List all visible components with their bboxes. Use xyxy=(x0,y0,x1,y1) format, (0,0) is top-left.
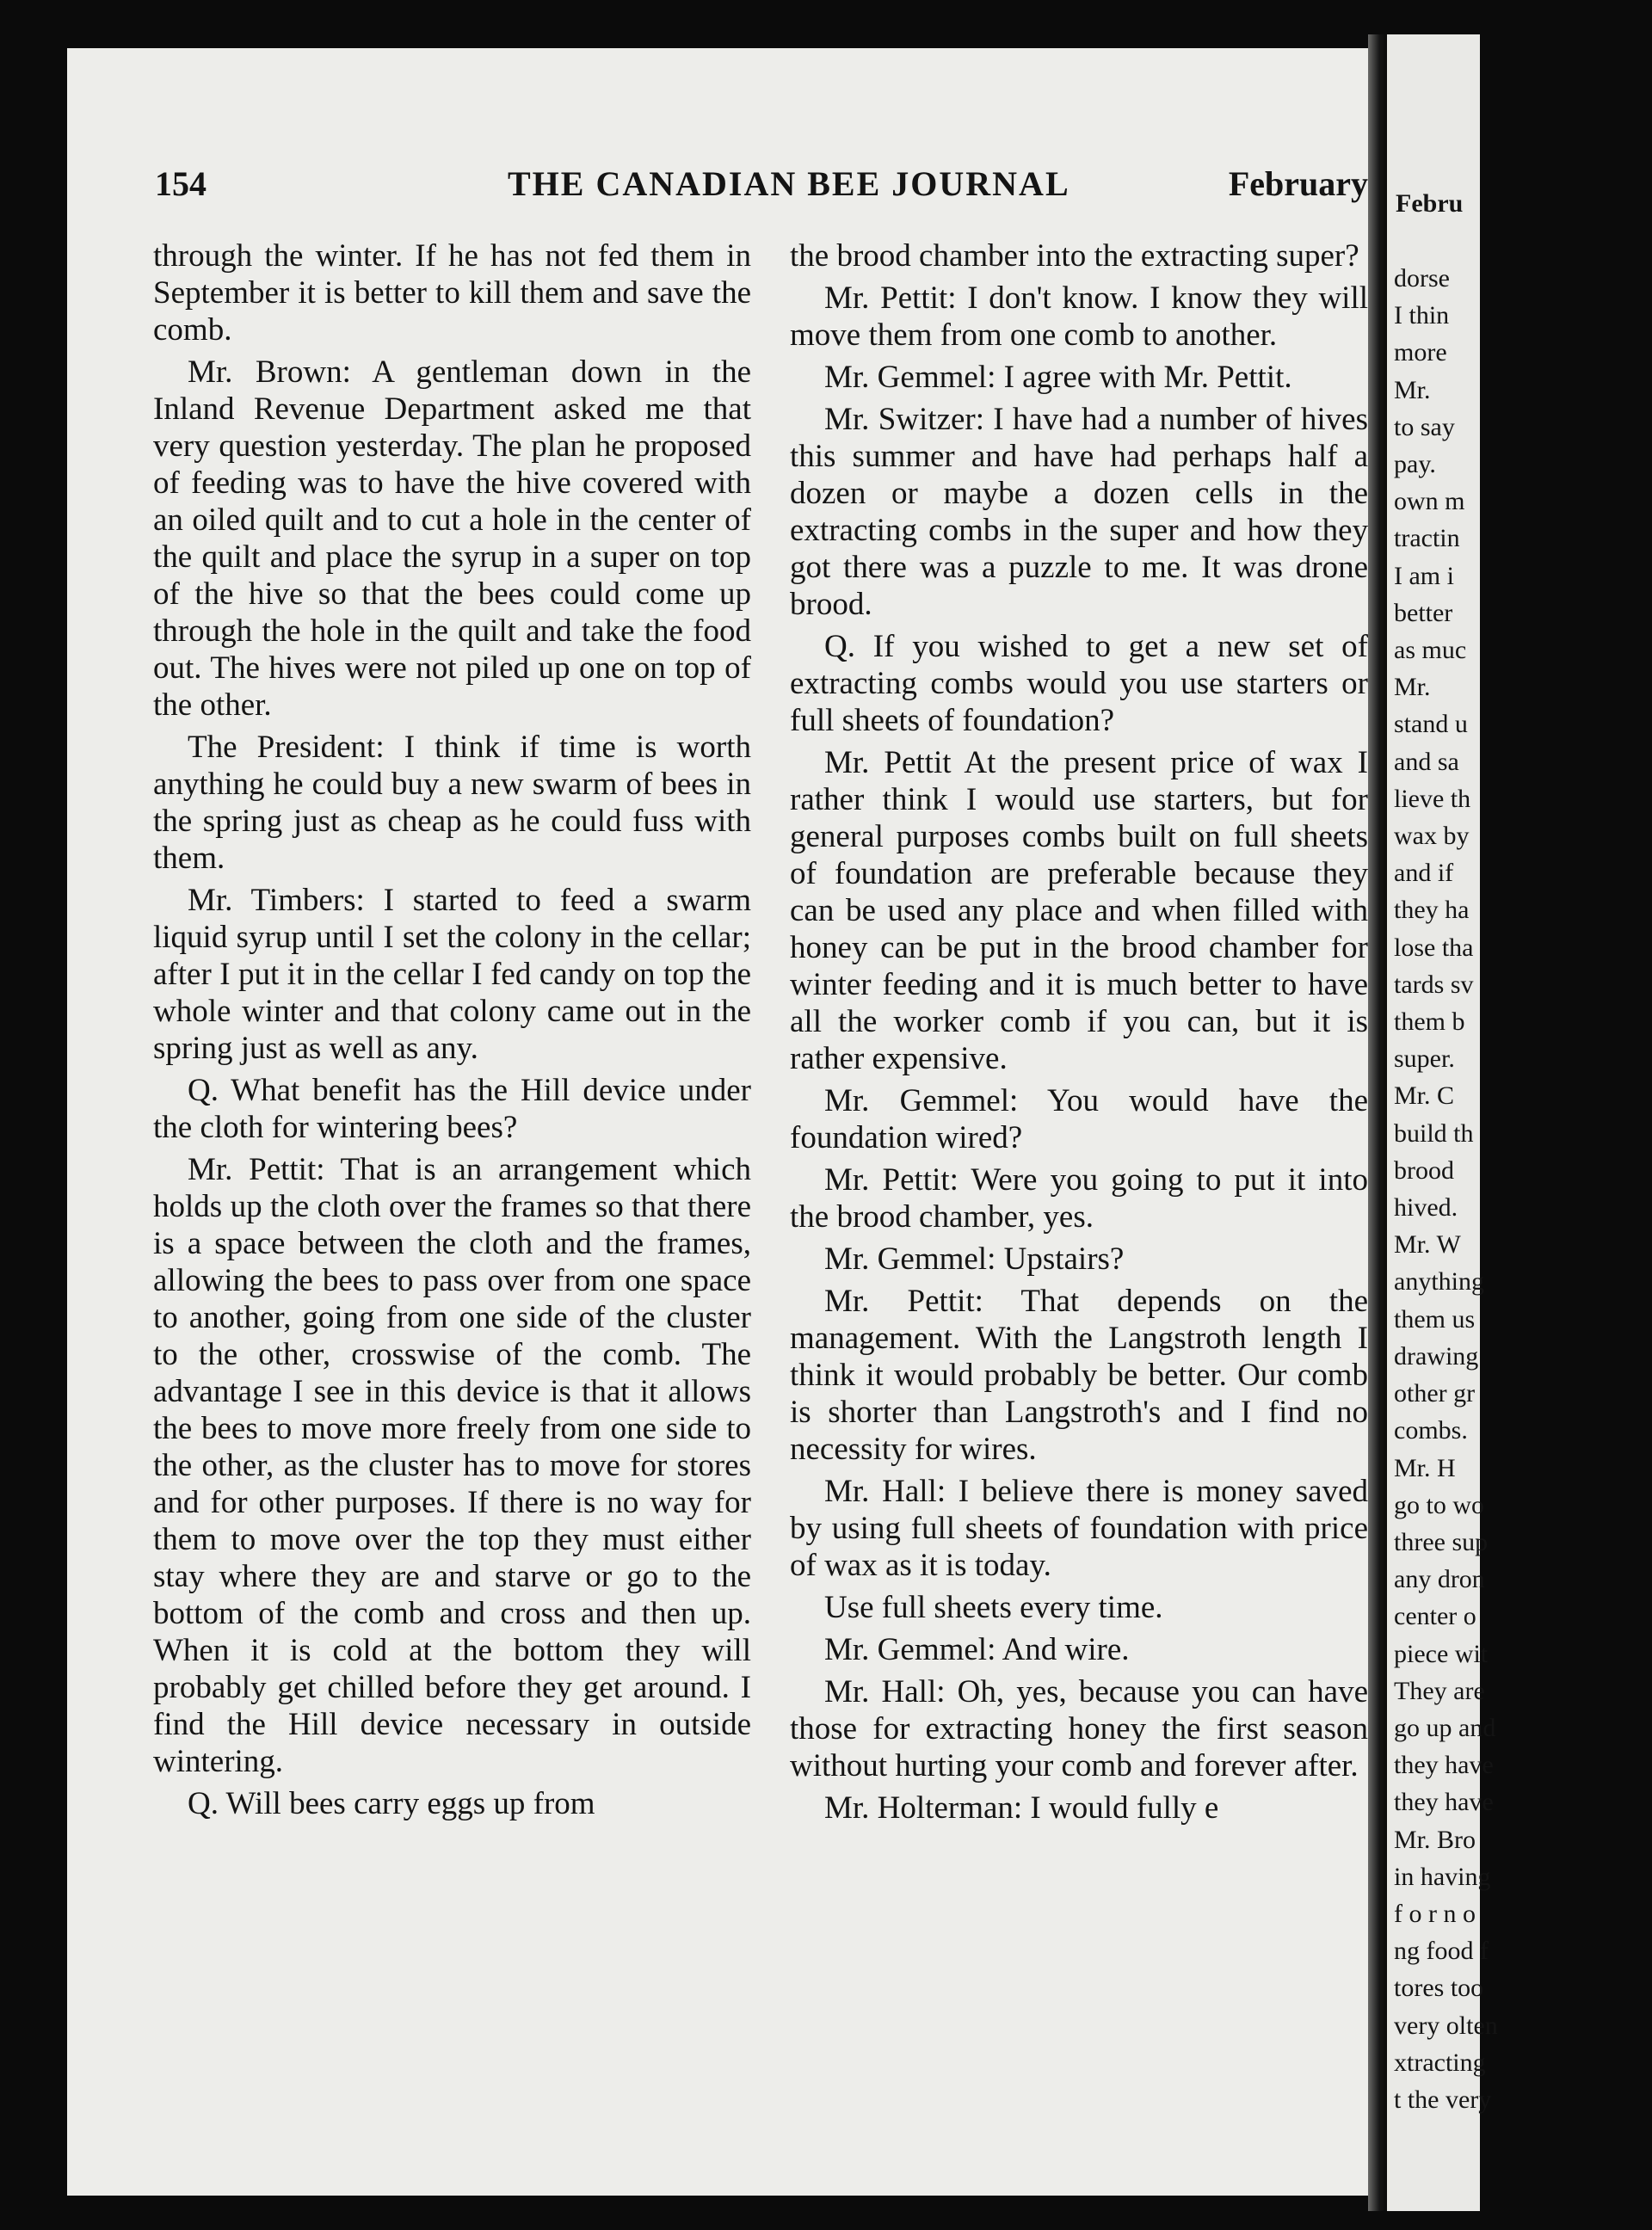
paragraph: Mr. Gemmel: And wire. xyxy=(824,1632,1130,1667)
adjacent-line: anything xyxy=(1394,1267,1484,1297)
paragraph: Mr. Hall: I believe there is money saved by using full sheets of foundation with price of wax as it is today. xyxy=(790,1474,1368,1583)
page-header xyxy=(155,163,1368,215)
adjacent-line: go to wo xyxy=(1394,1490,1484,1519)
paragraph: Mr. Switzer: I have had a number of hives this summer and have had perhaps half a dozen or maybe a dozen cells in the extracting combs in the super and how they got there was a puzzle to me. It was drone brood. xyxy=(790,402,1368,622)
adjacent-line: t the very xyxy=(1394,2085,1492,2114)
paragraph: through the winter. If he has not fed them in September it is better to kill them and save the comb. xyxy=(153,238,751,348)
paragraph: The President: I think if time is worth anything he could buy a new swarm of bees in the spring just as cheap as he could fuss with them. xyxy=(153,730,751,876)
issue-month: February xyxy=(1228,164,1368,203)
left-column xyxy=(153,237,751,1827)
paragraph: Mr. Holterman: I would fully e xyxy=(824,1790,1219,1826)
paragraph: Mr. Pettit: Were you going to put it into the brood chamber, yes. xyxy=(790,1162,1368,1235)
adjacent-line: better xyxy=(1394,598,1453,627)
adjacent-line: three sup xyxy=(1394,1527,1489,1556)
adjacent-line: ng food f xyxy=(1394,1937,1489,1966)
adjacent-line: tractin xyxy=(1394,524,1460,553)
adjacent-line: Mr. C xyxy=(1394,1081,1455,1111)
adjacent-page xyxy=(1387,34,1498,2211)
adjacent-line: and if xyxy=(1394,859,1454,888)
paragraph: Use full sheets every time. xyxy=(824,1590,1163,1625)
adjacent-line: and sa xyxy=(1394,747,1459,776)
adjacent-line: them us xyxy=(1394,1304,1476,1334)
adjacent-line: dorse xyxy=(1394,264,1450,293)
adjacent-line: I am i xyxy=(1394,561,1454,590)
adjacent-line: they have xyxy=(1394,1751,1494,1780)
adjacent-line: tores too xyxy=(1394,1974,1484,2003)
adjacent-line: Mr. Bro xyxy=(1394,1825,1476,1854)
adjacent-line: xtracting xyxy=(1394,2048,1486,2077)
adjacent-line: lose tha xyxy=(1394,933,1474,962)
adjacent-line: Mr. H xyxy=(1394,1453,1456,1482)
adjacent-line: f o r n o xyxy=(1394,1899,1476,1928)
adjacent-line: they have xyxy=(1394,1788,1494,1817)
page-number: 154 xyxy=(155,164,206,203)
adjacent-line: they ha xyxy=(1394,896,1470,925)
adjacent-line: Mr. xyxy=(1394,673,1431,702)
adjacent-line: They are xyxy=(1394,1676,1485,1705)
adjacent-line: hived. xyxy=(1394,1193,1458,1223)
adjacent-line: Mr. W xyxy=(1394,1230,1461,1260)
paragraph: Mr. Gemmel: I agree with Mr. Pettit. xyxy=(824,360,1292,395)
adjacent-line: build th xyxy=(1394,1118,1474,1148)
paragraph: Q. Will bees carry eggs up from xyxy=(188,1786,595,1821)
journal-title: THE CANADIAN BEE JOURNAL xyxy=(508,164,1070,203)
paragraph: Mr. Timbers: I started to feed a swarm liquid syrup until I set the colony in the cellar; after I put it in the cellar I fed candy on top the whole winter and that colony came out in the spring just as well as any. xyxy=(153,883,751,1066)
adjacent-line: pay. xyxy=(1394,450,1436,479)
paragraph: Mr. Pettit: That depends on the management. With the Langstroth length I think it would probably be better. Our comb is shorter than Langstroth's and I find no necessity for wires. xyxy=(790,1284,1368,1467)
adjacent-line: super. xyxy=(1394,1044,1455,1074)
adjacent-line: them b xyxy=(1394,1007,1465,1037)
adjacent-line: own m xyxy=(1394,487,1465,516)
paragraph: Mr. Pettit At the present price of wax I rather think I would use starters, but for general purposes combs built on full sheets of foundation are preferable because they can be used any place and when filled with honey can be put in the brood chamber for winter feeding and it is much better to have all the worker comb if you can, but it is rather expensive. xyxy=(790,745,1368,1076)
right-column xyxy=(790,237,1368,1832)
adjacent-line: very olten xyxy=(1394,2011,1498,2040)
adjacent-line: center o xyxy=(1394,1602,1476,1631)
page-gutter xyxy=(1368,34,1387,2211)
paragraph: Q. If you wished to get a new set of extracting combs would you use starters or full sheets of foundation? xyxy=(790,629,1368,738)
paragraph: Mr. Gemmel: You would have the foundation wired? xyxy=(790,1083,1368,1155)
adjacent-line: piece wit xyxy=(1394,1639,1489,1668)
adjacent-page-header: Febru xyxy=(1396,189,1464,218)
adjacent-line: combs. xyxy=(1394,1416,1468,1445)
paragraph: the brood chamber into the extracting super? xyxy=(790,238,1359,274)
adjacent-line: more xyxy=(1394,338,1447,367)
paragraph: Mr. Brown: A gentleman down in the Inland Revenue Department asked me that very question yesterday. The plan he proposed of feeding was to have the hive covered with an oiled quilt and to cut a hole in the center of the quilt and place the syrup in a super on top of the hive so that the bees could come up through the hole in the quilt and take the food out. The hives were not piled up one on top of the other. xyxy=(153,354,751,723)
adjacent-line: Mr. xyxy=(1394,375,1431,404)
paragraph: Mr. Pettit: I don't know. I know they will move them from one comb to another. xyxy=(790,280,1368,353)
adjacent-line: wax by xyxy=(1394,822,1470,851)
paragraph: Mr. Hall: Oh, yes, because you can have those for extracting honey the first season without hurting your comb and forever after. xyxy=(790,1674,1368,1783)
paragraph: Mr. Gemmel: Upstairs? xyxy=(824,1241,1125,1277)
paragraph: Q. What benefit has the Hill device under the cloth for wintering bees? xyxy=(153,1073,751,1145)
adjacent-line: to say xyxy=(1394,412,1455,441)
adjacent-line: in having xyxy=(1394,1862,1491,1891)
adjacent-line: other gr xyxy=(1394,1379,1476,1408)
adjacent-line: tards sv xyxy=(1394,970,1474,999)
adjacent-line: stand u xyxy=(1394,710,1468,739)
adjacent-line: lieve th xyxy=(1394,784,1471,813)
adjacent-page-text xyxy=(1394,260,1652,2118)
adjacent-line: drawing xyxy=(1394,1341,1479,1371)
paragraph: Mr. Pettit: That is an arrangement which holds up the cloth over the frames so that there is a space between the cloth and the frames, allowing the bees to pass over from one space to another, going from one side of the cluster to the other, crosswise of the comb. The advantage I see in this device is that it allows the bees to move more freely from one side to the other, as the cluster has to move for stores and for other purposes. If there is no way for them to move over the top they must either stay where they are and starve or go to the bottom of the comb and cross and then up. When it is cold at the bottom they will probably get chilled before they get around. I find the Hill device necessary in outside wintering. xyxy=(153,1152,751,1779)
adjacent-line: as muc xyxy=(1394,636,1467,665)
adjacent-line: go up and xyxy=(1394,1713,1496,1742)
adjacent-line: I thin xyxy=(1394,301,1450,330)
adjacent-line: any dron xyxy=(1394,1565,1485,1594)
adjacent-line: brood xyxy=(1394,1155,1454,1185)
